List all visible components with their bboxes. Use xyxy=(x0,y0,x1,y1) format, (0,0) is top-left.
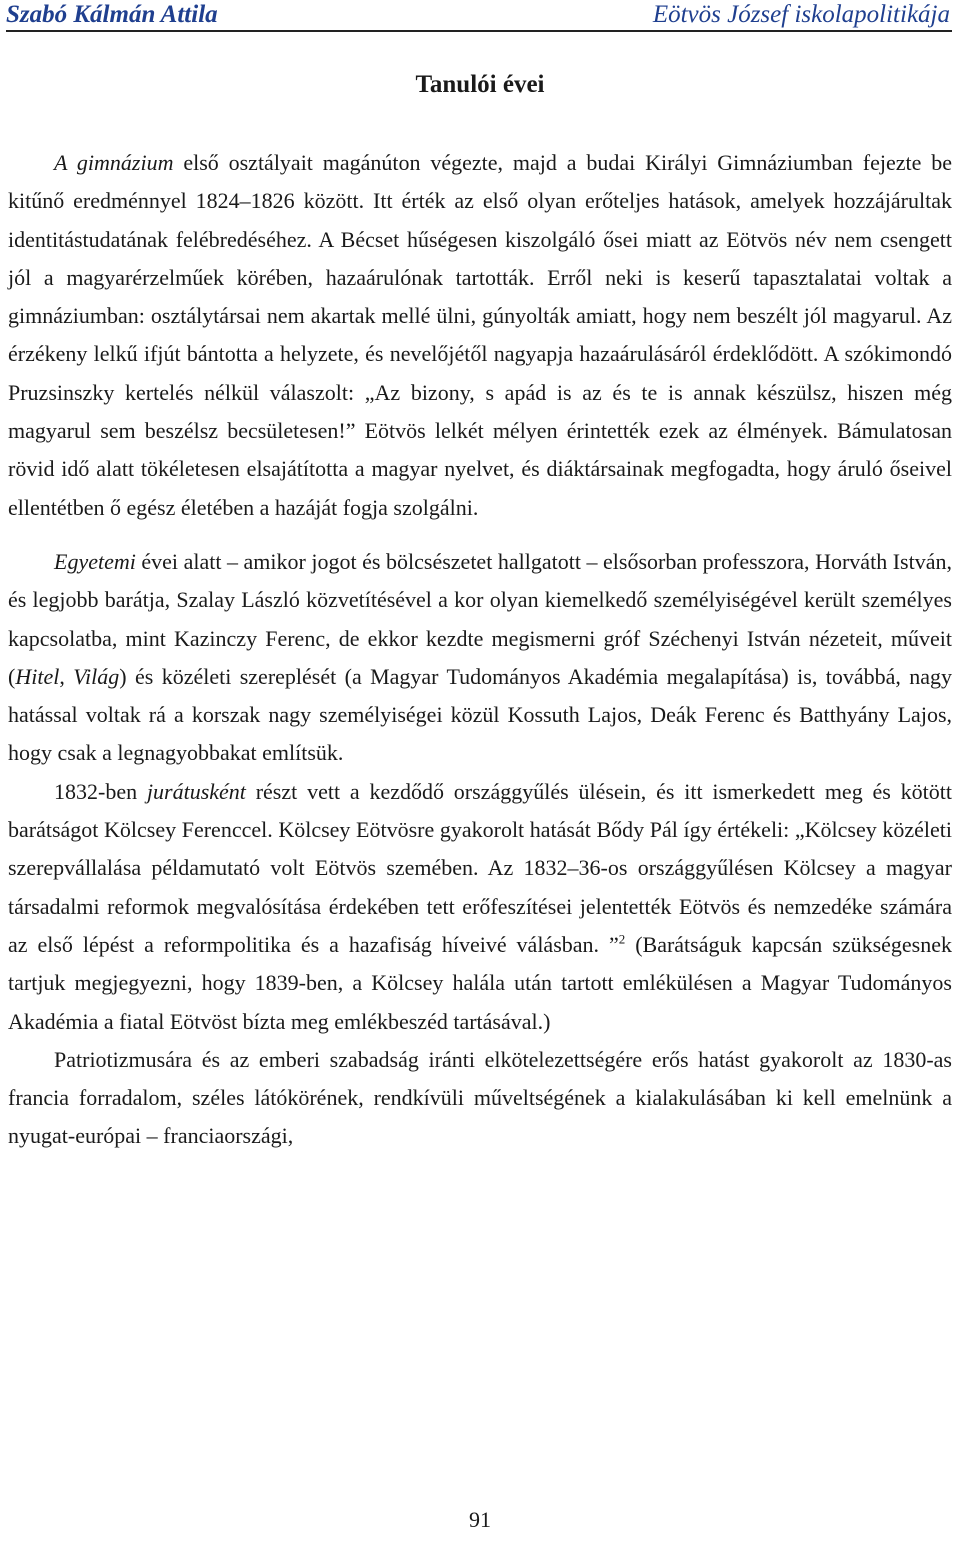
work-title-vilag: Világ xyxy=(73,663,120,689)
paragraph-gimnazium xyxy=(8,144,952,527)
emphasis-juratuskent: jurátusként xyxy=(146,778,246,804)
header-author: Szabó Kálmán Attila xyxy=(6,1,218,28)
paragraph-text: évei alatt – amikor jogot és bölcsészetet hallgatott – elsősorban professzora, Horváth István, és legjobb barátja, Szalay László közvetítésével a kor olyan kiemelkedő személyiségével került személyes kapcsolatba, mint Kazinczy Ferenc, de ekkor kezdte megismerni gróf Széchenyi István nézeteit, műveit ( xyxy=(8,548,952,689)
paragraph-text: részt vett a kezdődő országgyűlés ülésein, és itt ismerkedett meg és kötött barátságot Kölcsey Ferenccel. Kölcsey Eötvösre gyakorolt hatását Bődy Pál így értékeli: „Kölcsey közéleti szerepvállalása példamutató volt Eötvös szemében. Az 1832–36-os országgyűlésen Kölcsey a magyar társadalmi reformok megvalósítása érdekében tett erőfeszítései jelentették Eötvös és nemzedéke számára az első lépést a reformpolitika és a hazafiság híveivé válásban. ” xyxy=(8,778,952,957)
paragraph-lead-gimnazium: A gimnázium xyxy=(54,150,174,175)
paragraph-text: (Barátságuk kapcsán szükségesnek tartjuk megjegyezni, hogy 1839-ben, a Kölcsey halála után tartott emlékülésen a Magyar Tudományos Akadémia a fiatal Eötvöst bízta meg emlékbeszéd tartásával.) xyxy=(8,931,952,1034)
header-title: Eötvös József iskolapolitikája xyxy=(652,1,950,28)
paragraph-egyetemi xyxy=(8,543,952,773)
paragraph-juratus xyxy=(8,773,952,1041)
footnote-marker[interactable]: 2 xyxy=(618,931,626,947)
section-title: Tanulói évei xyxy=(415,71,545,98)
work-title-hitel: Hitel xyxy=(15,663,60,689)
page-number: 91 xyxy=(469,1507,491,1532)
paragraph-text: ) és közéleti szereplését (a Magyar Tudományos Akadémia megalapítása) is, továbbá, nagy hatással voltak rá a korszak nagy személyiségei közül Kossuth Lajos, Deák Ferenc és Batthyány Lajos, hogy csak a legnagyobbakat említsük. xyxy=(8,663,953,766)
paragraph-lead-egyetemi: Egyetemi xyxy=(54,548,136,574)
paragraph-text: 1832-ben xyxy=(54,778,147,804)
running-header xyxy=(6,0,952,32)
paragraph-text: Patriotizmusára és az emberi szabadság iránti elkötelezettségére erős hatást gyakorolt az 1830-as francia forradalom, széles látókörének, rendkívüli műveltségének a kialakulásában ki kell emelnünk a nyugat-európai – franciaországi, xyxy=(8,1046,952,1149)
paragraph-text: első osztályait magánúton végezte, majd a budai Királyi Gimnáziumban fejezte be kitűnő eredménnyel 1824–1826 között. Itt érték az első olyan erőteljes hatások, amelyek hozzájárultak identitástudatának felébredéséhez. A Bécset hűségesen kiszolgáló ősei miatt az Eötvös név nem csengett jól a magyarérzelműek körében, hazaárulónak tartották. Erről neki is keserű tapasztalatai voltak a gimnáziumban: osztálytársai nem akartak mellé ülni, gúnyolták amiatt, hogy nem beszélt jól magyarul. Az érzékeny lelkű ifjút bántotta a helyzete, és nevelőjétől nagyapja hazaárulásáról érdeklődött. A szókimondó Pruzsinszky kertelés nélkül válaszolt: „Az bizony, s apád is az és te is annak készülsz, hiszen még magyarul sem beszélsz becsületesen!” Eötvös lelkét mélyen érintették ezek az élmények. Bámulatosan rövid idő alatt tökéletesen elsajátította a magyar nyelvet, és diáktársainak megfogadta, hogy áruló őseivel ellentétben ő egész életében a hazáját fogja szolgálni. xyxy=(8,150,952,520)
body-text xyxy=(8,144,952,1156)
separator: , xyxy=(59,663,74,689)
paragraph-patriotizmus xyxy=(8,1041,952,1156)
